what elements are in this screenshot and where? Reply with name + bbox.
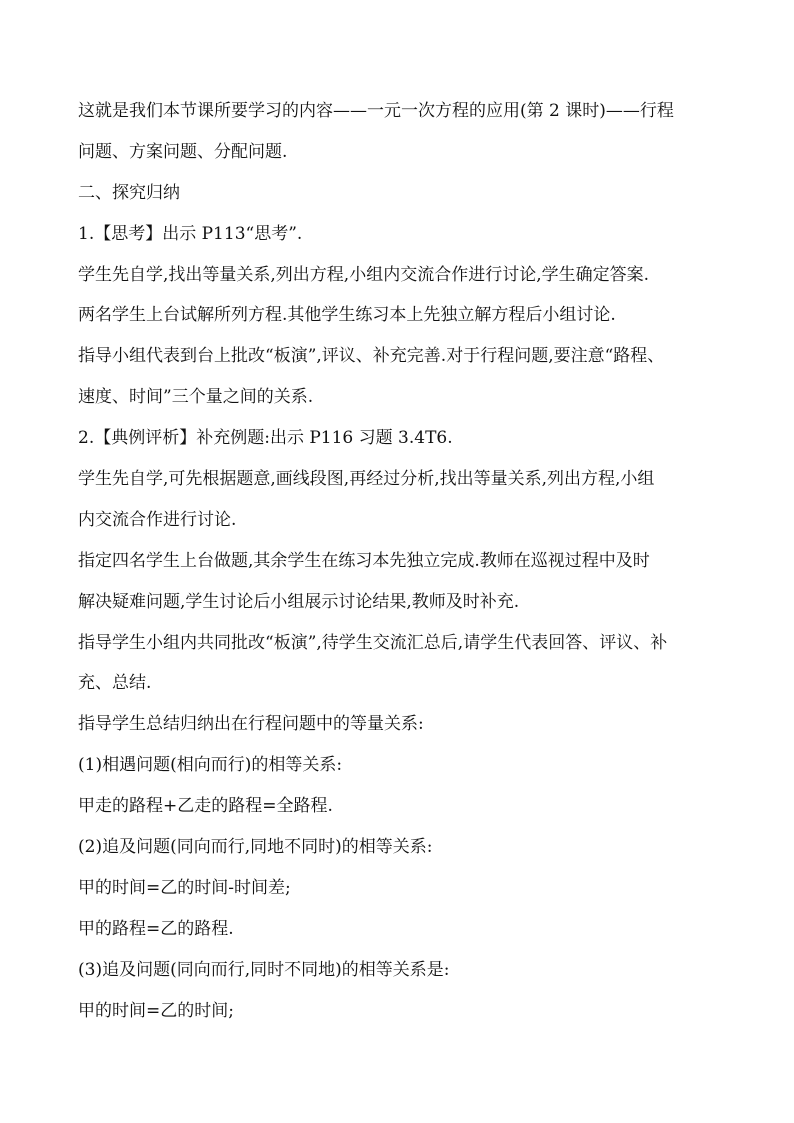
relation-3-formula: 甲的时间=乙的时间; (78, 1000, 234, 1021)
item-1-heading: 1.【思考】出示 P113“思考”. (78, 223, 303, 244)
item-2-line-1: 学生先自学,可先根据题意,画线段图,再经过分析,找出等量关系,列出方程,小组 (78, 469, 655, 490)
item-2-line-6: 充、总结. (78, 673, 152, 694)
item-1-line-3: 指导小组代表到台上批改“板演”,评议、补充完善.对于行程问题,要注意“路程、 (78, 346, 665, 367)
item-2-line-5: 指导学生小组内共同批改“板演”,待学生交流汇总后,请学生代表回答、评议、补 (78, 632, 668, 653)
relation-2-formula-2: 甲的路程=乙的路程. (78, 918, 234, 939)
relation-2-heading: (2)追及问题(同向而行,同地不同时)的相等关系: (78, 837, 433, 858)
relation-2-formula-1: 甲的时间=乙的时间-时间差; (78, 877, 291, 898)
relation-1-heading: (1)相遇问题(相向而行)的相等关系: (78, 755, 343, 776)
item-1-line-4: 速度、时间”三个量之间的关系. (78, 387, 314, 408)
item-2-line-4: 解决疑难问题,学生讨论后小组展示讨论结果,教师及时补充. (78, 591, 520, 612)
summary-intro: 指导学生总结归纳出在行程问题中的等量关系: (78, 714, 424, 735)
item-2-heading: 2.【典例评析】补充例题:出示 P116 习题 3.4T6. (78, 428, 453, 449)
paragraph-intro-line-1: 这就是我们本节课所要学习的内容——一元一次方程的应用(第 2 课时)——行程 (78, 101, 674, 121)
relation-3-heading: (3)追及问题(同向而行,同时不同地)的相等关系是: (78, 959, 450, 980)
item-1-line-1: 学生先自学,找出等量关系,列出方程,小组内交流合作进行讨论,学生确定答案. (78, 264, 650, 285)
item-2-line-2: 内交流合作进行讨论. (78, 509, 237, 530)
item-1-line-2: 两名学生上台试解所列方程.其他学生练习本上先独立解方程后小组讨论. (78, 305, 616, 326)
relation-1-formula: 甲走的路程+乙走的路程=全路程. (78, 796, 333, 817)
item-2-line-3: 指定四名学生上台做题,其余学生在练习本先独立完成.教师在巡视过程中及时 (78, 550, 650, 571)
section-heading: 二、探究归纳 (78, 182, 180, 203)
paragraph-intro-line-2: 问题、方案问题、分配问题. (78, 141, 288, 162)
